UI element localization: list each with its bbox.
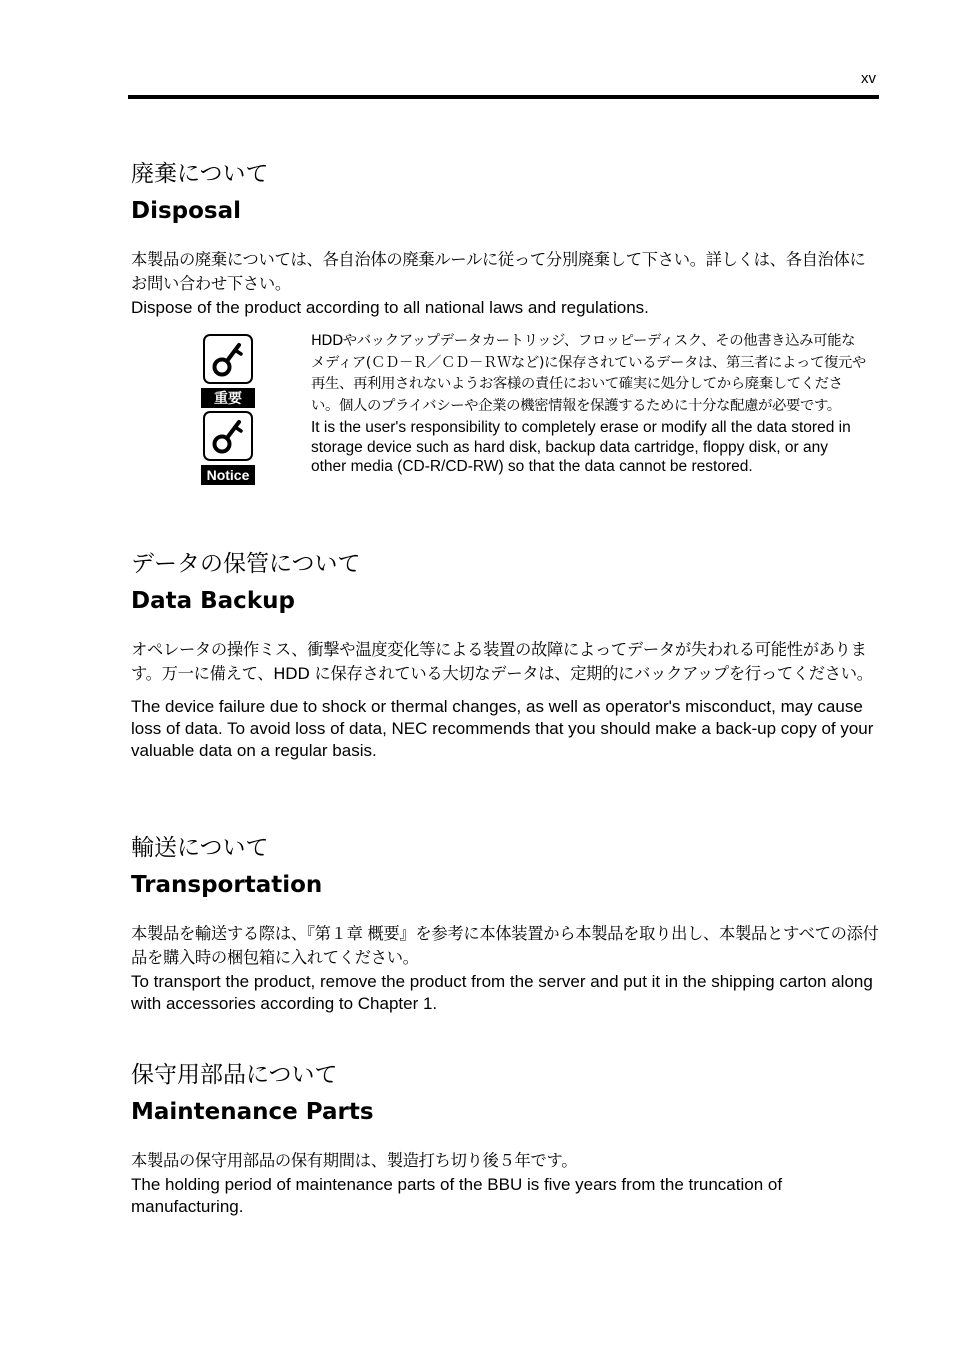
section-title-en: Data Backup: [131, 588, 295, 614]
section-title-jp: データの保管について: [131, 551, 361, 577]
key-icon: [203, 334, 253, 384]
notice-icons: [203, 334, 255, 485]
notice-label-en: Notice: [201, 465, 255, 485]
section-title-jp: 廃棄について: [131, 161, 269, 187]
section-body-jp: 本製品の保守用部品の保有期間は、製造打ち切り後５年です。: [131, 1151, 578, 1170]
section-disposal: [131, 160, 879, 319]
section-data-backup: [131, 550, 879, 762]
section-title-en: Transportation: [131, 872, 323, 898]
section-transportation: [131, 834, 879, 1015]
notice-text-en: It is the user's responsibility to completely erase or modify all the data stored in storage device such as hard disk, backup data cartridge, floppy disk, or any other media (CD-R/CD-RW) so that the data cannot be restored.: [311, 419, 851, 475]
section-title-en: Maintenance Parts: [131, 1099, 374, 1125]
section-title-en: Disposal: [131, 198, 242, 224]
notice-label-jp: 重要: [201, 388, 255, 408]
page-number: xv: [861, 70, 876, 87]
section-maintenance-parts: [131, 1061, 879, 1218]
section-body-en: The holding period of maintenance parts of the BBU is five years from the truncation of manufacturing.: [131, 1175, 783, 1216]
section-body-en: Dispose of the product according to all national laws and regulations.: [131, 298, 649, 317]
section-body-jp: 本製品を輸送する際は、『第１章 概要』を参考に本体装置から本製品を取り出し、本製品とすべての添付品を購入時の梱包箱に入れてください。: [131, 924, 879, 967]
section-body-en: The device failure due to shock or thermal changes, as well as operator's misconduct, may cause loss of data. To avoid loss of data, NEC recommends that you should make a back-up copy of your valuable data on a regular basis.: [131, 697, 874, 760]
section-body-jp: 本製品の廃棄については、各自治体の廃棄ルールに従って分別廃棄して下さい。詳しくは、各自治体にお問い合わせ下さい。: [131, 250, 866, 293]
section-title-jp: 保守用部品について: [131, 1062, 338, 1088]
key-icon: [203, 411, 253, 461]
header-rule: [128, 95, 879, 99]
notice-text: [311, 331, 867, 476]
section-body-jp: オペレータの操作ミス、衝撃や温度変化等による装置の故障によってデータが失われる可能性があります。万一に備えて、HDD に保存されている大切なデータは、定期的にバックアップを行ってください。: [131, 640, 873, 683]
notice-text-jp: HDDやバックアップデータカートリッジ、フロッピーディスク、その他書き込み可能なメディア(ＣＤ－Ｒ／ＣＤ－ＲＷなど)に保存されているデータは、第三者によって復元や再生、再利用されないようお客様の責任において確実に処分してから廃棄してください。個人のプライバシーや企業の機密情報を保護するために十分な配慮が必要です。: [311, 333, 866, 414]
section-body-en: To transport the product, remove the product from the server and put it in the shipping carton along with accessories according to Chapter 1.: [131, 972, 873, 1013]
section-title-jp: 輸送について: [131, 835, 269, 861]
